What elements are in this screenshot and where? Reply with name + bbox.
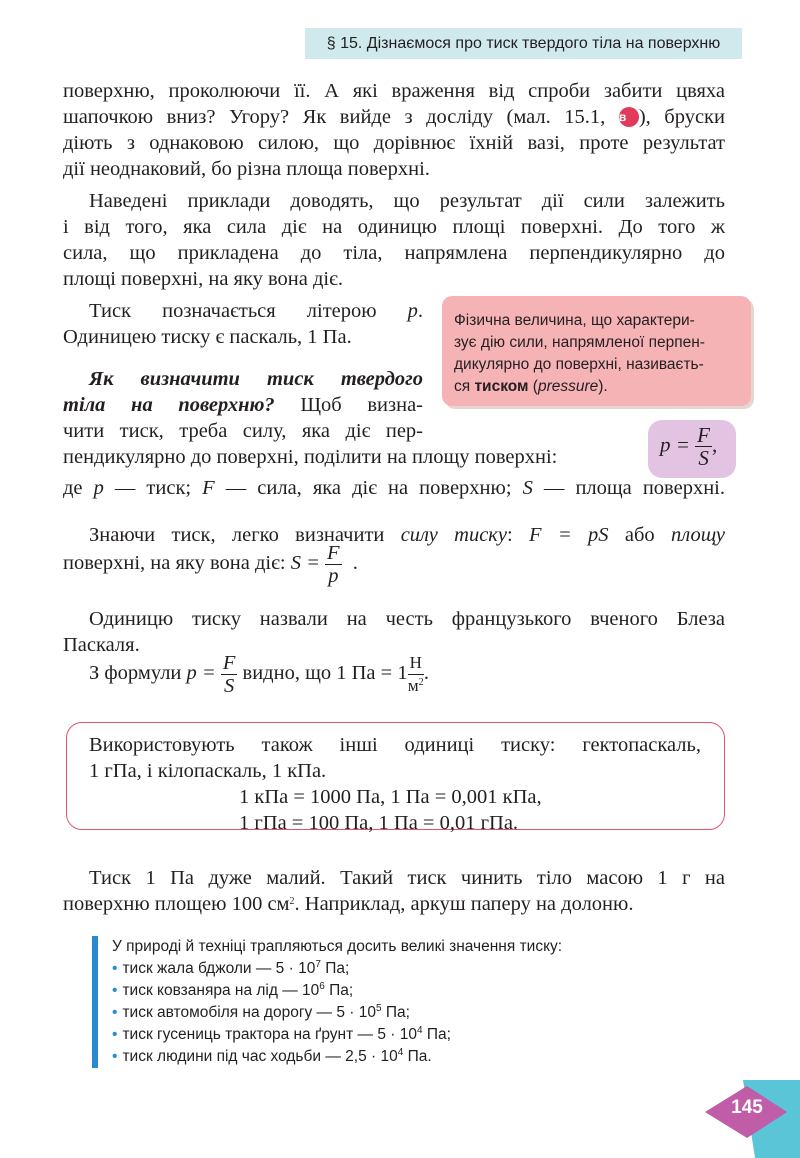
- figure-badge-v: в: [619, 107, 639, 127]
- definition-line: дикулярно до поверхні, називаєть-: [454, 356, 704, 373]
- text-line: чити тиск, треба силу, яка діє пер-: [63, 420, 423, 442]
- list-item: • тиск гусениць трактора на ґрунт — $5 \cdot 10^4$ Па;: [112, 1025, 451, 1043]
- text-line: тіла на поверхню? Щоб визна-: [63, 394, 423, 416]
- text-line: Одиницею тиску є паскаль, 1 Па.: [63, 326, 352, 348]
- text-line: Знаючи тиск, легко визначити силу тиску: F = pS або площу: [89, 524, 725, 546]
- text-line: шапочкою вниз? Угору? Як вийде з досліду (мал. 15.1, в ), бруски: [63, 106, 725, 128]
- paragraph-9: [63, 865, 725, 917]
- units-equation: 1 гПа = 100 Па, 1 Па = 0,01 гПа.: [239, 812, 519, 834]
- text-line: Тиск 1 Па дуже малий. Такий тиск чинить тіло масою 1 г на: [89, 867, 725, 889]
- definition-line: ся тиском (pressure).: [454, 378, 608, 395]
- definition-line: зує дію сили, напрямленої перпен-: [454, 334, 705, 351]
- definition-line: Фізична величина, що характери-: [454, 312, 695, 329]
- examples-intro: У природі й техніці трапляються досить великі значення тиску:: [112, 938, 563, 955]
- text-line: діють з однаковою силою, що дорівнює їхній вазі, проте результат: [63, 132, 725, 154]
- text-line: Тиск позначається літерою p.: [89, 300, 423, 322]
- text-line: Наведені приклади доводять, що результат дії сили залежить: [89, 190, 725, 212]
- text-line: пендикулярно до поверхні, поділити на площу поверхні:: [63, 446, 558, 468]
- section-header: § 15. Дізнаємося про тиск твердого тіла на поверхню: [305, 28, 742, 59]
- pressure-formula-text: p = $\frac{F}{S}$ ,: [660, 423, 718, 470]
- text-line: Одиницю тиску назвали на честь французького вченого Блеза: [89, 608, 725, 630]
- bullet-icon: •: [112, 1048, 118, 1065]
- text-line: Використовують також інші одиниці тиску: гектопаскаль,: [89, 734, 701, 756]
- paragraph-4-end: [63, 444, 643, 470]
- paragraph-6-line2: поверхні, на яку вона діє: S = $\frac{F}{p}$ .: [63, 542, 358, 587]
- text-line: Паскаля.: [63, 634, 140, 656]
- bullet-icon: •: [112, 982, 118, 999]
- examples-list: [92, 936, 712, 1068]
- text-line: дії неоднаковий, бо різна площа поверхні.: [63, 158, 430, 180]
- list-item: • тиск людини під час ходьби — $2,5 \cdot 10^4$ Па.: [112, 1047, 432, 1065]
- paragraph-7: [63, 606, 725, 658]
- question-heading: Як визначити тиск твердого: [89, 368, 423, 390]
- text-line: сила, що прикладена до тіла, напрямлена перпендикулярно до: [63, 242, 725, 264]
- bullet-icon: •: [112, 1004, 118, 1021]
- list-item: • тиск ковзаняра на лід — $10^6$ Па;: [112, 981, 354, 999]
- paragraph-3: [63, 298, 423, 350]
- text-line: де p — тиск; F — сила, яка діє на поверхню; S — площа поверхні.: [63, 477, 725, 499]
- text-line: поверхню, проколюючи її. А які враження від спроби забити цвяха: [63, 80, 725, 102]
- text-line: 1 гПа, і кілопаскаль, 1 кПа.: [89, 760, 327, 782]
- page-number: 145: [731, 1097, 763, 1118]
- definition-box: [442, 296, 751, 406]
- paragraph-5: [63, 475, 725, 501]
- paragraph-8: З формули p = $\frac{F}{S}$ видно, що 1 Па = 1 $\frac{Н}{м^2}$ .: [89, 652, 429, 697]
- paragraph-4: [63, 366, 423, 444]
- text-line: поверхню площею 100 $см^2$. Наприклад, аркуш паперу на долоню.: [63, 893, 634, 915]
- bullet-icon: •: [112, 960, 118, 977]
- page-number-badge: [705, 1080, 800, 1158]
- units-equation: 1 кПа = 1000 Па, 1 Па = 0,001 кПа,: [239, 786, 542, 808]
- paragraph-2: [63, 188, 725, 292]
- list-item: • тиск жала бджоли — $5 \cdot 10^7$ Па;: [112, 959, 350, 977]
- paragraph-1: [63, 78, 725, 182]
- text-line: площі поверхні, на яку вона діє.: [63, 268, 344, 290]
- bullet-icon: •: [112, 1026, 118, 1043]
- list-item: • тиск автомобіля на дорогу — $5 \cdot 10^5$ Па;: [112, 1003, 410, 1021]
- units-box-text: [89, 732, 701, 836]
- text-line: і від того, яка сила діє на одиницю площі поверхні. До того ж: [63, 216, 725, 238]
